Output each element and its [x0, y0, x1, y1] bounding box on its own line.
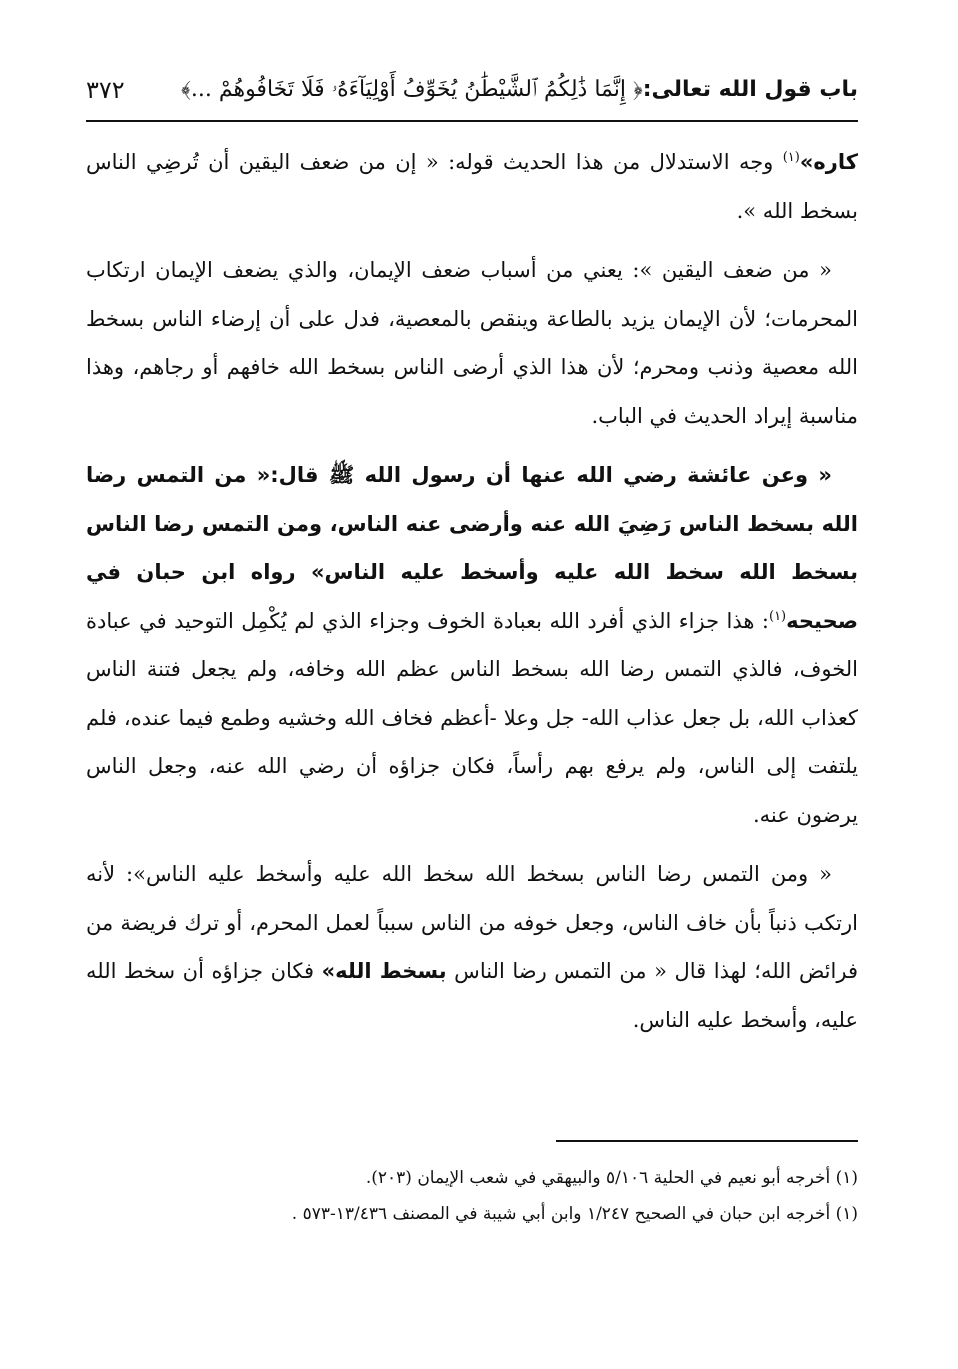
page-number: ٣٧٢ [86, 76, 125, 104]
paragraph-1-bold: كاره» [799, 150, 858, 174]
page-header [86, 72, 858, 112]
paragraph-3 [86, 451, 858, 839]
footnotes [86, 1160, 858, 1232]
footnote-marker-2: (١) [768, 608, 787, 624]
chapter-title-verse: ﴿ إِنَّمَا ذَٰلِكُمُ ٱلشَّيْطَٰنُ يُخَوِّفُ أَوْلِيَآءَهُۥ فَلَا تَخَافُوهُمْ ...﴾ [181, 77, 643, 102]
paragraph-4-text-a: « ومن التمس رضا الناس بسخط الله سخط الله عليه وأسخط عليه الناس»: لأنه ارتكب ذنباً بأن خاف الناس، وجعل خوفه من الناس سبباً لعمل المحرم، أو ترك فريضة من فرائض الله؛ لهذا قال « من التمس رضا الناس [86, 862, 858, 983]
paragraph-1-text: وجه الاستدلال من هذا الحديث قوله: « إن من ضعف اليقين أن تُرضِي الناس بسخط الله ». [86, 150, 858, 223]
paragraph-4-bold: بسخط الله» [321, 959, 447, 983]
chapter-title [181, 72, 858, 108]
footnote-2: (١) أخرجه ابن حبان في الصحيح ١/٢٤٧ وابن أبي شيبة في المصنف ١٣/٤٣٦-٥٧٣ . [291, 1204, 858, 1224]
paragraph-3-text: : هذا جزاء الذي أفرد الله بعبادة الخوف وجزاء الذي لم يُكْمِل التوحيد في عبادة الخوف، فالذي التمس رضا الله بسخط الناس عظم الله وخافه، ولم يجعل فتنة الناس كعذاب الله، بل جعل عذاب الله- جل وعلا -أعظم فخاف الله وخشيه وطمع فيما عنده، فلم يلتفت إلى الناس، ولم يرفع بهم رأساً، فكان جزاؤه أن رضي الله عنه، وجعل الناس يرضون عنه. [86, 608, 858, 827]
paragraph-2: « من ضعف اليقين »: يعني من أسباب ضعف الإيمان، والذي يضعف الإيمان ارتكاب المحرمات؛ لأن الإيمان يزيد بالطاعة وينقص بالمعصية، فدل على أن إرضاء الناس بسخط الله معصية وذنب ومحرم؛ لأن هذا الذي أرضى الناس بسخط الله خافهم أو رجاهم، وهذا مناسبة إيراد الحديث في الباب. [86, 258, 858, 428]
paragraph-4 [86, 850, 858, 1044]
hadith-text: « وعن عائشة رضي الله عنها أن رسول الله ﷺ قال:« من التمس رضا الله بسخط الناس رَضِيَ الله عنه وأرضى عنه الناس، ومن التمس رضا الناس بسخط الله سخط الله عليه وأسخط عليه الناس» رواه ابن حبان في صحيحه [86, 463, 858, 633]
chapter-title-prefix: باب قول الله تعالى: [642, 77, 858, 102]
paragraph-4-text-b: فكان جزاؤه أن سخط الله عليه، وأسخط عليه الناس. [86, 959, 858, 1032]
paragraph-1 [86, 138, 858, 235]
header-divider [86, 120, 858, 122]
footnote-1: (١) أخرجه أبو نعيم في الحلية ٥/١٠٦ والبيهقي في شعب الإيمان (٢٠٣). [365, 1168, 858, 1188]
footnote-marker-1: (١) [782, 150, 800, 165]
footnote-divider [556, 1140, 858, 1142]
main-text [86, 138, 858, 1055]
